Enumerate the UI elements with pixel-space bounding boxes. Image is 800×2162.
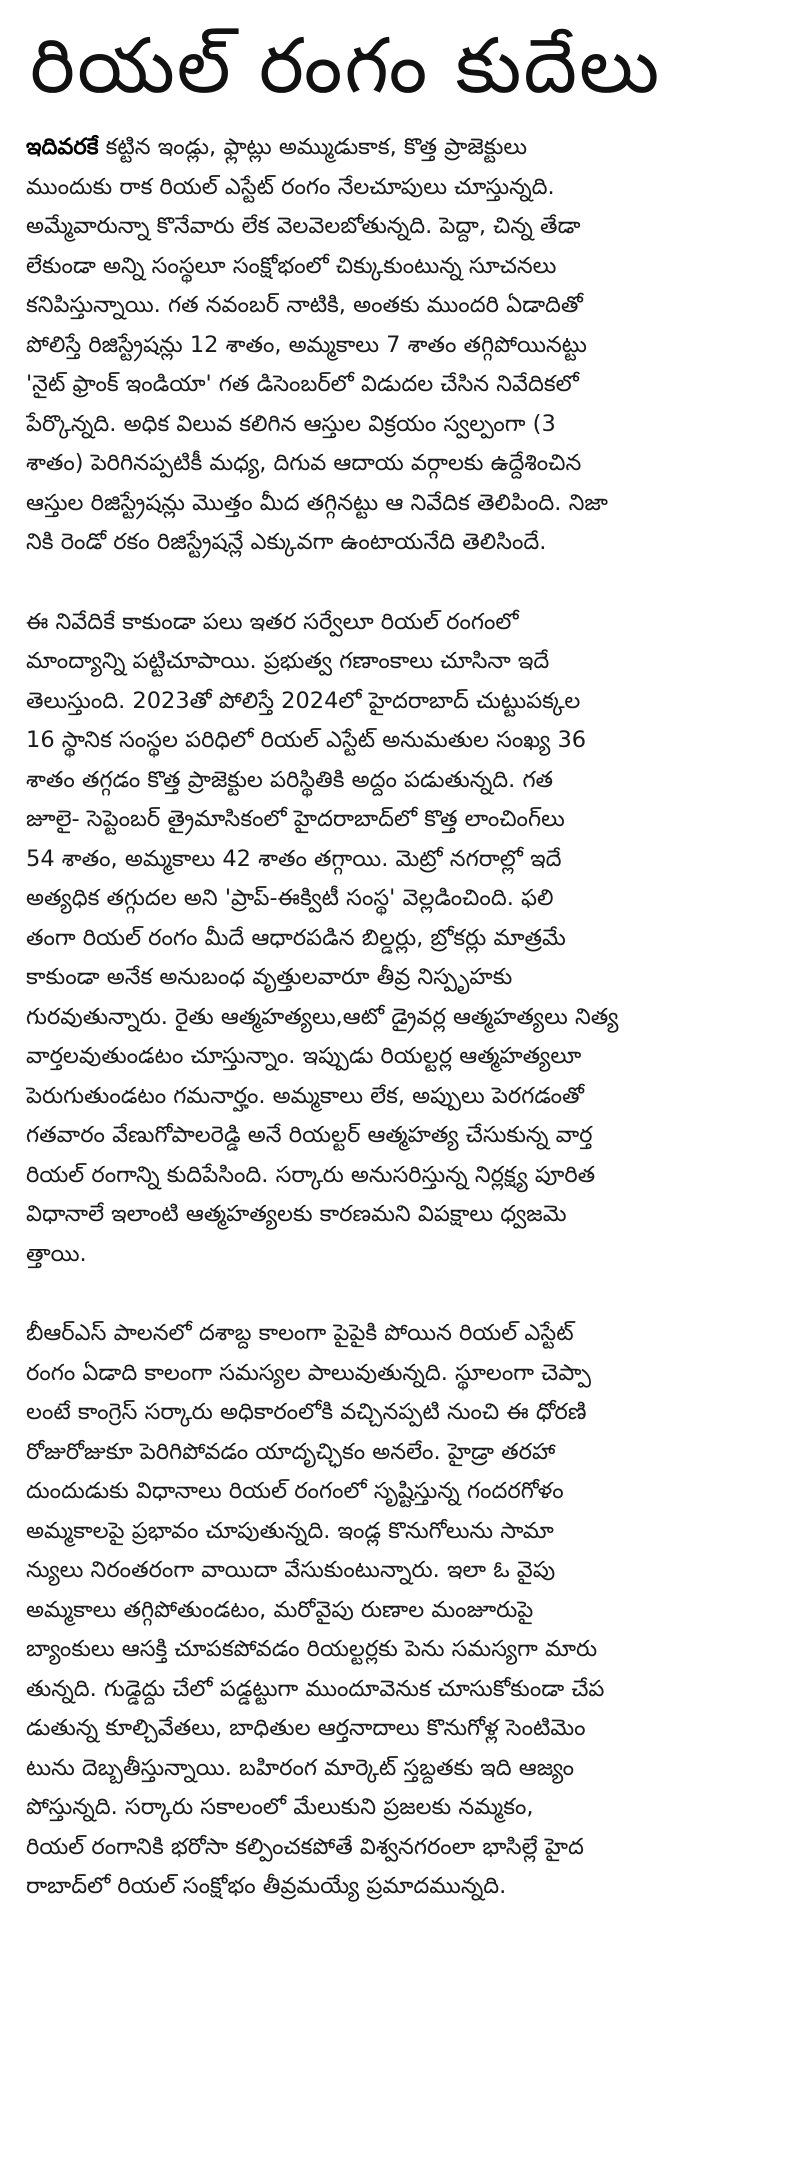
text-line: శాతం తగ్గడం కొత్త ప్రాజెక్టుల పరిస్థితికి అద్దం పడుతున్నది. గత — [26, 766, 554, 793]
text-line: లంటే కాంగ్రెస్ సర్కారు అధికారంలోకి వచ్చినప్పటి నుంచి ఈ ధోరణి — [26, 1399, 587, 1425]
text-line: దుందుడుకు విధానాలు రియల్ రంగంలో సృష్టిస్తున్న గందరగోళం — [26, 1478, 564, 1504]
text-line — [26, 128, 774, 168]
text-line: పోస్తున్నది. సర్కారు సకాలంలో మేలుకుని ప్రజలకు నమ్మకం, — [26, 1794, 534, 1820]
text-line: లేకుండా అన్ని సంస్థలూ సంక్షోభంలో చిక్కుకుంటున్న సూచనలు — [26, 252, 557, 279]
text-line: అమ్మకాలు తగ్గిపోతుండటం, మరోవైపు రుణాల మంజూరుపై — [26, 1596, 534, 1623]
text-line: డుతున్న కూల్చివేతలు, బాధితుల ఆర్తనాదాలు కొనుగోళ్ల సెంటిమెం — [26, 1715, 586, 1741]
text-line: టును దెబ్బతీస్తున్నాయి. బహిరంగ మార్కెట్ స్తబ్దతకు ఇది ఆజ్యం — [26, 1754, 575, 1781]
paragraph-2 — [26, 603, 774, 1275]
text-line: త్తాయి. — [26, 1240, 87, 1267]
text-line: తంగా రియల్ రంగం మీదే ఆధారపడిన బిల్డర్లు, బ్రోకర్లు మాత్రమే — [26, 924, 566, 951]
text-line: బ్యాంకులు ఆసక్తి చూపకపోవడం రియల్టర్లకు పెను సమస్యగా మారు — [26, 1636, 598, 1662]
paragraph-gap — [26, 1274, 774, 1314]
text-line: ముందుకు రాక రియల్ ఎస్టేట్ రంగం నేలచూపులు చూస్తున్నది. — [26, 173, 555, 200]
headline: రియల్ రంగం కుదేలు — [30, 21, 662, 110]
text-line: రాబాద్‌లో రియల్ సంక్షోభం తీవ్రమయ్యే ప్రమాదమున్నది. — [26, 1873, 507, 1899]
text-line: రోజురోజుకూ పెరిగిపోవడం యాదృచ్ఛికం అనలేం. హైడ్రా తరహా — [26, 1438, 556, 1465]
text-line: పోలిస్తే రిజిస్ట్రేషన్లు 12 శాతం, అమ్మకాలు 7 శాతం తగ్గిపోయినట్టు — [26, 331, 587, 358]
paragraph-1 — [26, 128, 774, 563]
text-line: రియల్ రంగానికి భరోసా కల్పించకపోతే విశ్వనగరంలా భాసిల్లే హైద — [26, 1833, 584, 1860]
text-line: అమ్మేవారున్నా కొనేవారు లేక వెలవెలబోతున్నది. పెద్దా, చిన్న తేడా — [26, 213, 581, 239]
text-line: విధానాలే ఇలాంటి ఆత్మహత్యలకు కారణమని విపక్షాలు ధ్వజమె — [26, 1201, 567, 1227]
text-line: శాతం) పెరిగినప్పటికీ మధ్య, దిగువ ఆదాయ వర్గాలకు ఉద్దేశించిన — [26, 450, 582, 476]
line-text: కట్టిన ఇండ్లు, ఫ్లాట్లు అమ్ముడుకాక, కొత్త ప్రాజెక్టులు — [98, 134, 528, 160]
text-line: అత్యధిక తగ్గుదల అని 'ప్రాప్-ఈక్విటీ సంస్థ' వెల్లడించింది. ఫలి — [26, 885, 554, 911]
paragraph-3 — [26, 1314, 774, 1907]
text-line: మాంద్యాన్ని పట్టిచూపాయి. ప్రభుత్వ గణాంకాలు చూసినా ఇదే — [26, 648, 550, 674]
text-line: జూలై- సెప్టెంబర్ త్రైమాసికంలో హైదరాబాద్‌లో కొత్త లాంచింగ్‌లు — [26, 806, 565, 832]
text-line: నికి రెండో రకం రిజిస్ట్రేషన్లే ఎక్కువగా ఉంటాయనేది తెలిసిందే. — [26, 529, 547, 555]
text-line: తున్నది. గుడ్డెద్దు చేలో పడ్డట్టుగా ముందూవెనుక చూసుకోకుండా చేప — [26, 1675, 605, 1702]
text-line: తెలుస్తుంది. 2023తో పోలిస్తే 2024లో హైదరాబాద్ చుట్టుపక్కల — [26, 687, 581, 714]
lead-word: ఇదివరకే — [26, 134, 99, 160]
text-line: పేర్కొన్నది. అధిక విలువ కలిగిన ఆస్తుల విక్రయం స్వల్పంగా (3 — [26, 410, 556, 437]
text-line: బీఆర్ఎస్ పాలనలో దశాబ్ద కాలంగా పైపైకి పోయిన రియల్ ఎస్టేట్ — [26, 1320, 574, 1346]
text-line: 16 స్థానిక సంస్థల పరిధిలో రియల్ ఎస్టేట్ అనుమతుల సంఖ్య 36 — [26, 727, 587, 753]
paragraph-gap — [26, 563, 774, 603]
text-line: అమ్మకాలపై ప్రభావం చూపుతున్నది. ఇండ్ల కొనుగోలును సామా — [26, 1517, 554, 1544]
text-line: రియల్ రంగాన్ని కుదిపేసింది. సర్కారు అనుసరిస్తున్న నిర్లక్ష్య పూరిత — [26, 1161, 596, 1188]
text-line: రంగం ఏడాది కాలంగా సమస్యల పాలువుతున్నది. స్థూలంగా చెప్పా — [26, 1359, 592, 1386]
text-line: న్యులు నిరంతరంగా వాయిదా వేసుకుంటున్నారు. ఇలా ఓ వైపు — [26, 1557, 556, 1583]
text-line: ఈ నివేదికే కాకుండా పలు ఇతర సర్వేలూ రియల్ రంగంలో — [26, 608, 519, 635]
text-line: గతవారం వేణుగోపాలరెడ్డి అనే రియల్టర్ ఆత్మహత్య చేసుకున్న వార్త — [26, 1122, 593, 1148]
text-line: 54 శాతం, అమ్మకాలు 42 శాతం తగ్గాయి. మెట్రో నగరాల్లో ఇదే — [26, 845, 562, 872]
text-line: కనిపిస్తున్నాయి. గత నవంబర్ నాటికి, అంతకు ముందరి ఏడాదితో — [26, 292, 583, 318]
text-line: గురవుతున్నారు. రైతు ఆత్మహత్యలు,ఆటో డ్రైవర్ల ఆత్మహత్యలు నిత్య — [26, 1003, 619, 1030]
text-line: పెరుగుతుండటం గమనార్హం. అమ్మకాలు లేక, అప్పులు పెరగడంతో — [26, 1082, 585, 1109]
text-line: 'నైట్ ఫ్రాంక్ ఇండియా' గత డిసెంబర్‌లో విడుదల చేసిన నివేదికలో — [26, 371, 579, 397]
text-line: వార్తలవుతుండటం చూస్తున్నాం. ఇప్పుడు రియల్టర్ల ఆత్మహత్యలూ — [26, 1043, 582, 1069]
text-line: ఆస్తుల రిజిస్ట్రేషన్లు మొత్తం మీద తగ్గినట్టు ఆ నివేదిక తెలిపింది. నిజా — [26, 489, 608, 516]
text-line: కాకుండా అనేక అనుబంధ వృత్తులవారూ తీవ్ర నిస్పృహకు — [26, 964, 513, 990]
